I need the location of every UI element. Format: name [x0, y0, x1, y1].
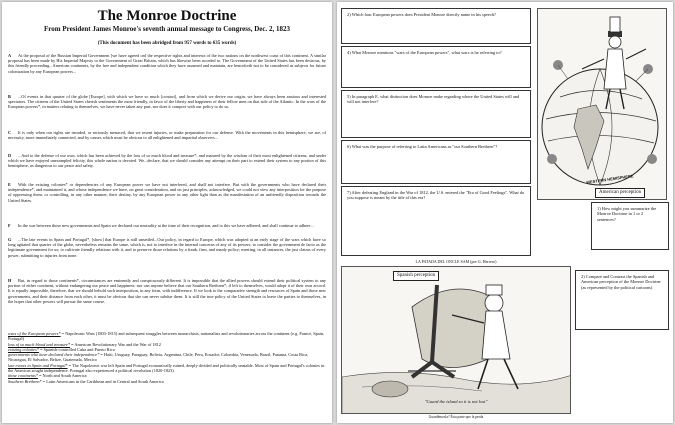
question-text: Compare and Contrast the Spanish and American perception of the Monroe Doctrine (as represented by the political cartoons)	[581, 274, 661, 290]
spanish-cartoon	[341, 266, 571, 414]
paragraph-text: But, in regard to those continents*, circumstances are eminently and conspicuously different. It is impossible that the allied powers should extend their political system to any portion of either continent, without endangering our peace and happiness: nor can anyone believe that our Southern Brethren*, if left to themselves, would adopt it of their own accord. It is equally impossible, therefore, that we should behold such interposition, in any form, with indifference. If we look to the comparative strength and resources of Spain and those new governments, and their distance from each other, it must be obvious that she can never subdue them. It is still the true policy of the United States to leave the parties to themselves, in the hopes that other powers will pursue the same course.	[8, 278, 326, 304]
paragraph-label: B	[8, 94, 11, 99]
question-text: What was the purpose of referring to Latin Americans as "our Southern Brethren"?	[351, 144, 498, 149]
glossary-entry: those continents* = North and South America	[8, 373, 87, 379]
western-hemisphere-label: WESTERN HEMISPHERE	[585, 173, 634, 185]
paragraph-b	[8, 94, 326, 110]
paragraph-text: It is only when our rights are invaded, or seriously menaced, that we resent injuries, or make preparation for our defense. With the movements in this hemisphere, we are, of necessity, more immediately connected, and by causes which must be obvious to all enlightened and impartial observers...	[8, 130, 326, 141]
question-box[interactable]: 5) In paragraph E, what distinction does Monroe make regarding where the United States will and will not interfere?	[341, 90, 531, 138]
document-title: The Monroe Doctrine	[97, 8, 237, 24]
paragraph-g	[8, 237, 326, 258]
paragraph-f	[8, 223, 326, 228]
paragraph-d	[8, 153, 326, 169]
paragraph-text: At the proposal of the Russian Imperial Government [we have agreed on] the respective rights and interests of the two nations on the northwest coast of this continent. A similar proposal has been made by His Imperial Majesty to the Government of Great Britain, which has likewise been acceded to. The Government of the United States has been desirous, by this friendly proceeding...American continents, by the free and independent condition which they have assumed and maintain, are henceforth not to be considered as subjects for future colonization by any European powers...	[8, 53, 326, 74]
question-box[interactable]: 6) What was the purpose of referring to Latin Americans as "our Southern Brethren"?	[341, 140, 531, 184]
paragraph-label: D	[8, 153, 12, 158]
spanish-perception-tag: Spanish perception	[393, 271, 439, 281]
question-box[interactable]: 2) Compare and Contrast the Spanish and American perception of the Monroe Doctrine (as represented by the political cartoons)	[575, 270, 669, 330]
paragraph-label: H	[8, 278, 12, 283]
paragraph-label: C	[8, 130, 12, 135]
document-page	[2, 2, 332, 423]
glossary-entry: existing colonies* = Spanish-controlled Cuba and Puerto Rico	[8, 346, 115, 352]
question-text: In paragraph E, what distinction does Monroe make regarding where the United States will and will not interfere?	[347, 94, 520, 105]
paragraph-label: F	[8, 223, 11, 228]
question-box[interactable]: 2) Which four European powers does President Monroe directly name in his speech?	[341, 8, 531, 44]
document-subtitle: From President James Monroe's seventh annual message to Congress, Dec. 2, 1823	[43, 25, 291, 33]
question-box[interactable]: 7) After defeating England in the War of 1812, the U.S. entered the "Era of Good Feelings". What do you suppose is meant by the title of this era?	[341, 186, 531, 256]
abridged-note: (This document has been abridged from 957 words to 635 words)	[97, 41, 237, 46]
paragraph-text: In the war between those new governments and Spain we declared our neutrality at the time of their recognition, and to this we have adhered, and shall continue to adhere...	[18, 223, 314, 228]
question-text: Which four European powers does President Monroe directly name in his speech?	[351, 12, 496, 17]
glossary-entry: Southern Brethren* = Latin Americans in the Caribbean and in Central and South America	[8, 378, 164, 384]
paragraph-label: E	[8, 182, 11, 187]
paragraph-label: A	[8, 53, 12, 58]
paragraph-label: G	[8, 237, 12, 242]
american-cartoon	[537, 8, 667, 200]
paragraph-text: ...Of events in that quarter of the globe [Europe], with which we have so much [contact], and from which we derive our origin, we have always been anxious and interested spectators. The citizens of the United States cherish sentiments the most friendly, in favor of the liberty and happiness of their fellow men on that side of the Atlantic. In the wars of the European powers*, in matters relating to themselves, we have never taken any part, nor does it comport with our policy to do so.	[8, 94, 326, 110]
glossary-entry: loss of so much blood and treasure* = American Revolutionary War and the War of 1812	[8, 341, 161, 347]
paragraph-h	[8, 278, 326, 304]
worksheet-page	[337, 2, 673, 423]
uncle-sam-cuba-illustration	[342, 267, 571, 414]
glossary-entry: wars of the European powers* = Napoleonic Wars (1803-1815) and subsequent struggles between monarchists, nationalists and revolutionaries across the continent (e.g. France, Spain, Portugal)	[8, 331, 325, 342]
american-perception-tag: American perception	[595, 188, 645, 198]
paragraph-e	[8, 182, 326, 203]
paragraph-c	[8, 130, 326, 140]
paragraph-text: ...And to the defense of our own, which has been achieved by the loss of so much blood and treasure*, and matured by the wisdom of their most enlightened citizens, and under which we have enjoyed unexampled felicity, this whole nation is devoted. We...declare, that we should consider any attempt on their part to extend their system to any portion of this hemisphere, as dangerous to our peace and safety.	[8, 153, 326, 169]
spanish-cartoon-footer: Guardémosla? Ésta parte que la perda	[428, 415, 484, 419]
question-text: How might you summarize the Monroe Doctrine in 1 or 2 sentences?	[597, 206, 657, 222]
spanish-cartoon-header: LA PATADA DEL ONCLE SAM (por G. Herrero)	[415, 259, 497, 264]
paragraph-text: With the existing colonies* or dependencies of any European power we have not interfered, and shall not interfere. But with the governments who have declared their independence*, and maintained it, and whose independence we have, on great consideration, and on just principles, acknowledged, we could not view any interposition for the purpose of oppressing them, or controlling, in any other manner, their destiny, by any European power in any other light than as the manifestation of an unfriendly disposition towards the United States.	[8, 182, 326, 203]
glossary-entry: late events in Spain and Portugal* = The Napoleonic war left Spain and Portugal economically ruined, deeply divided and politically unstable. Most of Spain and Portugal's colonies in the Americas sought independence. Portugal also experienced a political revolution (1820-1823)	[8, 362, 325, 374]
paragraph-a	[8, 53, 326, 74]
question-text: After defeating England in the War of 1812, the U.S. entered the "Era of Good Feelings". What do you suppose is meant by the title of this era?	[347, 190, 525, 201]
paragraph-text: ...The late events in Spain and Portugal*, [show] that Europe is still unsettled...Our policy, in regard to Europe, which was adopted at an early stage of the wars which have so long agitated that quarter of the globe, nevertheless remains the same, which is, not to interfere in the internal concerns of any of its powers; to consider the government de facto as the legitimate government for us; to cultivate friendly relations with it, and to preserve those relations by a frank, firm, and manly policy; meeting, in all instances, the just claims of every power, submitting to injuries from none.	[8, 237, 326, 258]
spanish-cartoon-caption: "Guard the island so it is not lost"	[424, 399, 488, 404]
question-text: What Monroe mentions "wars of the European powers", what wars is he referring to?	[351, 50, 502, 55]
glossary	[8, 331, 326, 384]
glossary-entry: governments who have declared their independence* = Haiti, Uruguay, Paraguay, Bolivia, Argentina, Chile, Peru, Ecuador, Colombia, Venezuela, Brazil, Panama, Costa Rica, Nicaragua, El Salvador, Belize, Guatemala, Mexico	[8, 352, 309, 363]
question-box[interactable]: 4) What Monroe mentions "wars of the European powers", what wars is he referring to?	[341, 46, 531, 88]
question-box[interactable]: 1) How might you summarize the Monroe Doctrine in 1 or 2 sentences?	[591, 202, 669, 250]
